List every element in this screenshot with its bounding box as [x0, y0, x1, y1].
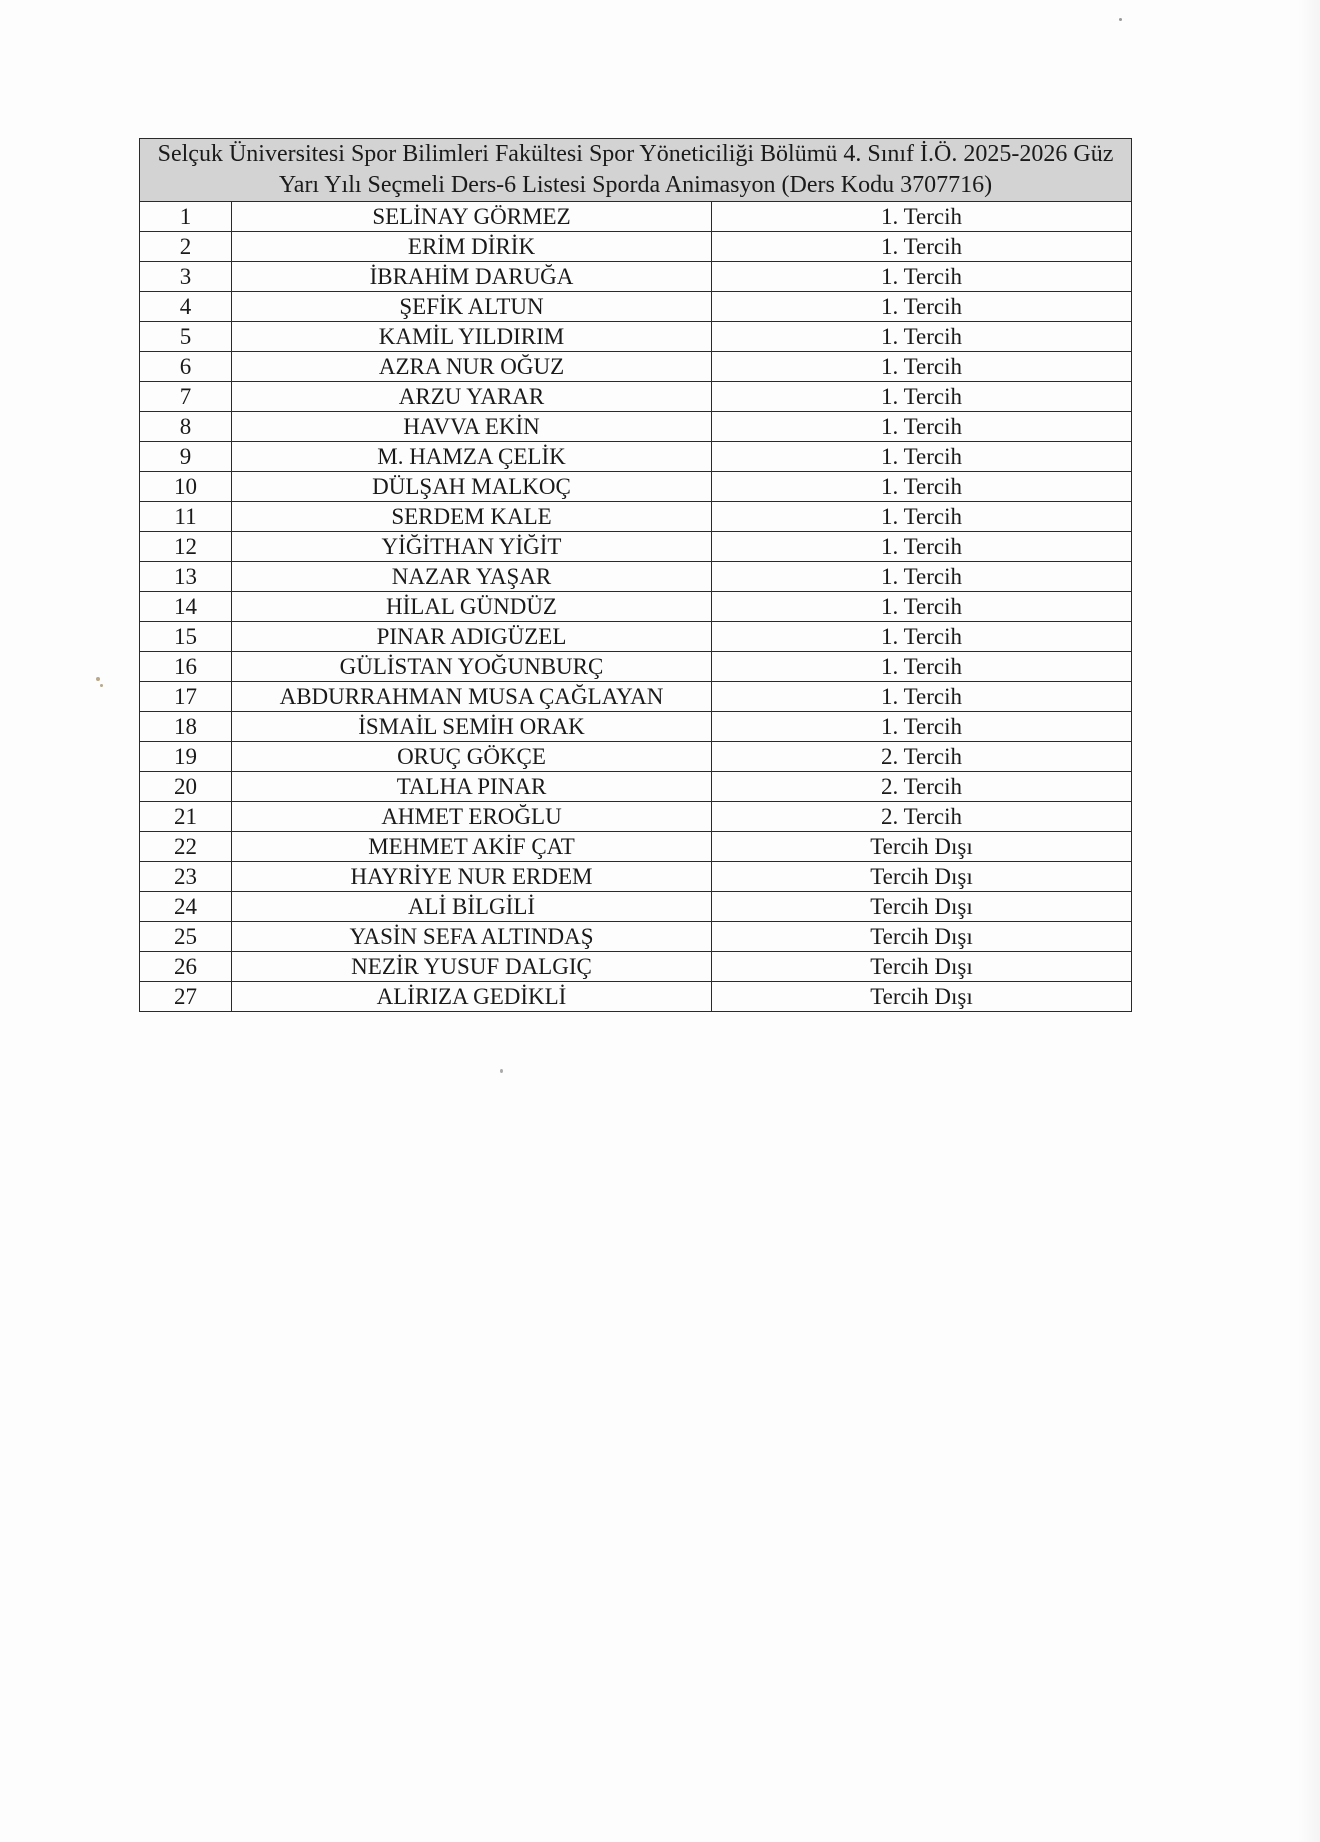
preference-cell: 1. Tercih — [712, 712, 1132, 742]
row-number-cell: 1 — [140, 202, 232, 232]
row-number-cell: 25 — [140, 922, 232, 952]
preference-cell: 1. Tercih — [712, 472, 1132, 502]
scan-speck — [96, 677, 100, 681]
row-number-cell: 8 — [140, 412, 232, 442]
student-name-cell: ORUÇ GÖKÇE — [232, 742, 712, 772]
student-name-cell: NEZİR YUSUF DALGIÇ — [232, 952, 712, 982]
row-number-cell: 5 — [140, 322, 232, 352]
table-row — [140, 532, 1132, 562]
table-row — [140, 442, 1132, 472]
student-name-cell: M. HAMZA ÇELİK — [232, 442, 712, 472]
preference-cell: 1. Tercih — [712, 292, 1132, 322]
row-number-cell: 10 — [140, 472, 232, 502]
row-number-cell: 4 — [140, 292, 232, 322]
row-number-cell: 11 — [140, 502, 232, 532]
student-name-cell: GÜLİSTAN YOĞUNBURÇ — [232, 652, 712, 682]
table-row — [140, 802, 1132, 832]
row-number-cell: 27 — [140, 982, 232, 1012]
student-name-cell: YİĞİTHAN YİĞİT — [232, 532, 712, 562]
preference-cell: Tercih Dışı — [712, 982, 1132, 1012]
table-row — [140, 622, 1132, 652]
row-number-cell: 20 — [140, 772, 232, 802]
table-row — [140, 352, 1132, 382]
table-row — [140, 862, 1132, 892]
student-name-cell: HAYRİYE NUR ERDEM — [232, 862, 712, 892]
table-row — [140, 772, 1132, 802]
table-row — [140, 982, 1132, 1012]
student-name-cell: ARZU YARAR — [232, 382, 712, 412]
preference-cell: 1. Tercih — [712, 382, 1132, 412]
scan-speck — [100, 684, 103, 687]
table-row — [140, 592, 1132, 622]
preference-cell: 1. Tercih — [712, 532, 1132, 562]
row-number-cell: 6 — [140, 352, 232, 382]
row-number-cell: 2 — [140, 232, 232, 262]
student-name-cell: AZRA NUR OĞUZ — [232, 352, 712, 382]
table-body — [140, 139, 1132, 1012]
row-number-cell: 21 — [140, 802, 232, 832]
preference-cell: Tercih Dışı — [712, 892, 1132, 922]
preference-cell: 2. Tercih — [712, 772, 1132, 802]
student-name-cell: SELİNAY GÖRMEZ — [232, 202, 712, 232]
student-name-cell: HAVVA EKİN — [232, 412, 712, 442]
table-row — [140, 832, 1132, 862]
table-row — [140, 712, 1132, 742]
preference-cell: 1. Tercih — [712, 262, 1132, 292]
row-number-cell: 19 — [140, 742, 232, 772]
preference-cell: 1. Tercih — [712, 412, 1132, 442]
row-number-cell: 18 — [140, 712, 232, 742]
table-row — [140, 892, 1132, 922]
elective-course-student-table — [139, 138, 1132, 1012]
preference-cell: 2. Tercih — [712, 742, 1132, 772]
preference-cell: 1. Tercih — [712, 622, 1132, 652]
preference-cell: Tercih Dışı — [712, 922, 1132, 952]
student-name-cell: TALHA PINAR — [232, 772, 712, 802]
table-row — [140, 562, 1132, 592]
row-number-cell: 9 — [140, 442, 232, 472]
table-row — [140, 292, 1132, 322]
student-name-cell: ALİ BİLGİLİ — [232, 892, 712, 922]
scan-speck — [500, 1069, 503, 1073]
table-row — [140, 652, 1132, 682]
table-row — [140, 202, 1132, 232]
student-name-cell: PINAR ADIGÜZEL — [232, 622, 712, 652]
preference-cell: 1. Tercih — [712, 442, 1132, 472]
preference-cell: 1. Tercih — [712, 592, 1132, 622]
table-row — [140, 922, 1132, 952]
table-row — [140, 952, 1132, 982]
row-number-cell: 23 — [140, 862, 232, 892]
row-number-cell: 12 — [140, 532, 232, 562]
preference-cell: Tercih Dışı — [712, 952, 1132, 982]
student-name-cell: İSMAİL SEMİH ORAK — [232, 712, 712, 742]
row-number-cell: 17 — [140, 682, 232, 712]
preference-cell: 1. Tercih — [712, 682, 1132, 712]
preference-cell: 2. Tercih — [712, 802, 1132, 832]
row-number-cell: 24 — [140, 892, 232, 922]
student-name-cell: AHMET EROĞLU — [232, 802, 712, 832]
table-row — [140, 262, 1132, 292]
student-name-cell: KAMİL YILDIRIM — [232, 322, 712, 352]
preference-cell: 1. Tercih — [712, 352, 1132, 382]
row-number-cell: 16 — [140, 652, 232, 682]
row-number-cell: 26 — [140, 952, 232, 982]
preference-cell: 1. Tercih — [712, 502, 1132, 532]
table-row — [140, 472, 1132, 502]
student-name-cell: NAZAR YAŞAR — [232, 562, 712, 592]
table-title-row — [140, 139, 1132, 202]
student-name-cell: MEHMET AKİF ÇAT — [232, 832, 712, 862]
table-title: Selçuk Üniversitesi Spor Bilimleri Fakültesi Spor Yöneticiliği Bölümü 4. Sınıf İ.Ö. 2025-2026 Güz Yarı Yılı Seçmeli Ders-6 Listesi Sporda Animasyon (Ders Kodu 3707716) — [140, 139, 1132, 202]
student-name-cell: YASİN SEFA ALTINDAŞ — [232, 922, 712, 952]
row-number-cell: 13 — [140, 562, 232, 592]
table-row — [140, 682, 1132, 712]
preference-cell: Tercih Dışı — [712, 862, 1132, 892]
table-row — [140, 232, 1132, 262]
row-number-cell: 22 — [140, 832, 232, 862]
student-name-cell: DÜLŞAH MALKOÇ — [232, 472, 712, 502]
row-number-cell: 7 — [140, 382, 232, 412]
row-number-cell: 3 — [140, 262, 232, 292]
row-number-cell: 15 — [140, 622, 232, 652]
student-name-cell: SERDEM KALE — [232, 502, 712, 532]
table-row — [140, 742, 1132, 772]
preference-cell: Tercih Dışı — [712, 832, 1132, 862]
preference-cell: 1. Tercih — [712, 652, 1132, 682]
preference-cell: 1. Tercih — [712, 232, 1132, 262]
student-name-cell: İBRAHİM DARUĞA — [232, 262, 712, 292]
student-name-cell: HİLAL GÜNDÜZ — [232, 592, 712, 622]
student-name-cell: ŞEFİK ALTUN — [232, 292, 712, 322]
student-name-cell: ABDURRAHMAN MUSA ÇAĞLAYAN — [232, 682, 712, 712]
table-row — [140, 412, 1132, 442]
scan-shadow-edge — [1298, 0, 1320, 1842]
table-row — [140, 502, 1132, 532]
preference-cell: 1. Tercih — [712, 322, 1132, 352]
table-row — [140, 322, 1132, 352]
student-name-cell: ERİM DİRİK — [232, 232, 712, 262]
table-row — [140, 382, 1132, 412]
student-name-cell: ALİRIZA GEDİKLİ — [232, 982, 712, 1012]
preference-cell: 1. Tercih — [712, 562, 1132, 592]
preference-cell: 1. Tercih — [712, 202, 1132, 232]
scan-speck — [1119, 18, 1122, 21]
row-number-cell: 14 — [140, 592, 232, 622]
